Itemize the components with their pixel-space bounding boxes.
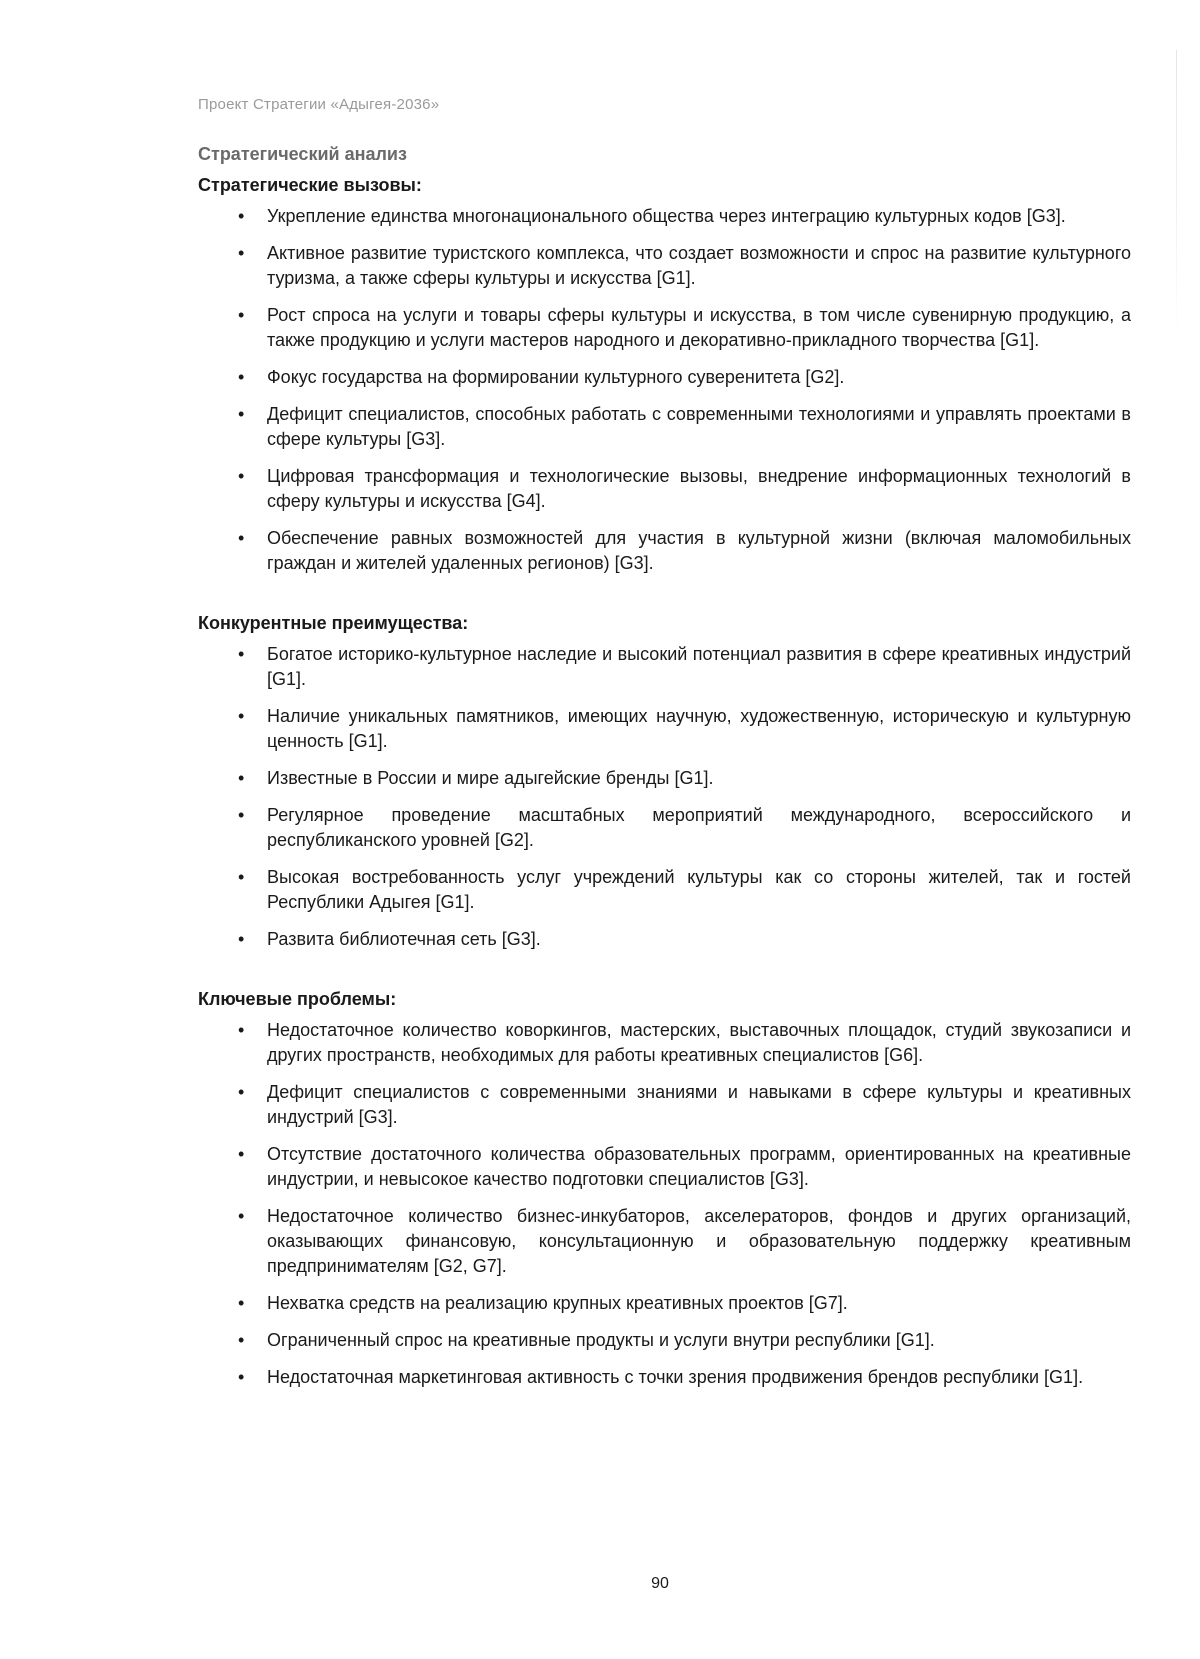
bullet-icon: • — [238, 367, 245, 387]
list-item-text: Дефицит специалистов с современными знаниями и навыками в сфере культуры и креативных индустрий [G3]. — [267, 1082, 1131, 1127]
bullet-icon: • — [238, 1082, 245, 1102]
list-item — [198, 204, 1131, 229]
list-item — [198, 402, 1131, 452]
list-item — [198, 1291, 1131, 1316]
list-item-text: Нехватка средств на реализацию крупных креативных проектов [G7]. — [267, 1293, 848, 1313]
list-item — [198, 1328, 1131, 1353]
list-item-text: Активное развитие туристского комплекса, что создает возможности и спрос на развитие культурного туризма, а также сферы культуры и искусства [G1]. — [267, 243, 1131, 288]
list-item — [198, 1080, 1131, 1130]
bullet-icon: • — [238, 243, 245, 263]
bullet-icon: • — [238, 1330, 245, 1350]
bullet-icon: • — [238, 305, 245, 325]
bullet-icon: • — [238, 404, 245, 424]
running-header: Проект Стратегии «Адыгея-2036» — [198, 96, 440, 113]
bullet-list — [198, 1018, 1131, 1390]
section-title: Конкурентные преимущества: — [198, 613, 469, 633]
bullet-list — [198, 204, 1131, 576]
list-item-text: Рост спроса на услуги и товары сферы культуры и искусства, в том числе сувенирную продукцию, а также продукцию и услуги мастеров народного и декоративно-прикладного творчества [G1]. — [267, 305, 1131, 350]
list-item — [198, 1204, 1131, 1279]
section-title: Стратегические вызовы: — [198, 175, 422, 195]
bullet-icon: • — [238, 1206, 245, 1226]
bullet-icon: • — [238, 528, 245, 548]
list-item — [198, 1142, 1131, 1192]
list-item-text: Фокус государства на формировании культурного суверенитета [G2]. — [267, 367, 845, 387]
list-item-text: Известные в России и мире адыгейские бренды [G1]. — [267, 768, 714, 788]
list-item — [198, 303, 1131, 353]
list-item — [198, 766, 1131, 791]
list-item — [198, 365, 1131, 390]
list-item — [198, 1018, 1131, 1068]
section-title: Ключевые проблемы: — [198, 989, 397, 1009]
page-content — [198, 132, 1131, 1427]
bullet-icon: • — [238, 706, 245, 726]
bullet-icon: • — [238, 644, 245, 664]
list-item — [198, 927, 1131, 952]
list-item-text: Недостаточная маркетинговая активность с точки зрения продвижения брендов республики [G1]. — [267, 1367, 1084, 1387]
scan-edge-line — [1176, 50, 1177, 340]
bullet-icon: • — [238, 1293, 245, 1313]
list-item-text: Цифровая трансформация и технологические вызовы, внедрение информационных технологий в сферу культуры и искусства [G4]. — [267, 466, 1131, 511]
list-item-text: Регулярное проведение масштабных мероприятий международного, всероссийского и республиканского уровней [G2]. — [267, 805, 1131, 850]
list-item-text: Отсутствие достаточного количества образовательных программ, ориентированных на креативные индустрии, и невысокое качество подготовки специалистов [G3]. — [267, 1144, 1131, 1189]
list-item-text: Наличие уникальных памятников, имеющих научную, художественную, историческую и культурную ценность [G1]. — [267, 706, 1131, 751]
bullet-icon: • — [238, 867, 245, 887]
list-item — [198, 241, 1131, 291]
list-item-text: Развита библиотечная сеть [G3]. — [267, 929, 541, 949]
list-item-text: Богатое историко-культурное наследие и высокий потенциал развития в сфере креативных индустрий [G1]. — [267, 644, 1131, 689]
bullet-icon: • — [238, 768, 245, 788]
section-challenges — [198, 175, 1131, 576]
bullet-icon: • — [238, 1367, 245, 1387]
section-problems — [198, 989, 1131, 1390]
list-item-text: Ограниченный спрос на креативные продукты и услуги внутри республики [G1]. — [267, 1330, 935, 1350]
bullet-icon: • — [238, 1144, 245, 1164]
list-item-text: Недостаточное количество коворкингов, мастерских, выставочных площадок, студий звукозаписи и других пространств, необходимых для работы креативных специалистов [G6]. — [267, 1020, 1131, 1065]
list-item-text: Недостаточное количество бизнес-инкубаторов, акселераторов, фондов и других организаций, оказывающих финансовую, консультационную и образовательную поддержку креативным предпринимателям [G2, G7]. — [267, 1206, 1131, 1276]
list-item-text: Укрепление единства многонационального общества через интеграцию культурных кодов [G3]. — [267, 206, 1066, 226]
bullet-icon: • — [238, 1020, 245, 1040]
list-item-text: Дефицит специалистов, способных работать с современными технологиями и управлять проектами в сфере культуры [G3]. — [267, 404, 1131, 449]
list-item — [198, 642, 1131, 692]
list-item — [198, 704, 1131, 754]
list-item — [198, 464, 1131, 514]
list-item-text: Высокая востребованность услуг учреждений культуры как со стороны жителей, так и гостей Республики Адыгея [G1]. — [267, 867, 1131, 912]
page-number: 90 — [651, 1575, 669, 1592]
bullet-list — [198, 642, 1131, 952]
list-item — [198, 803, 1131, 853]
chapter-title: Стратегический анализ — [198, 144, 407, 164]
bullet-icon: • — [238, 466, 245, 486]
list-item-text: Обеспечение равных возможностей для участия в культурной жизни (включая маломобильных граждан и жителей удаленных регионов) [G3]. — [267, 528, 1131, 573]
bullet-icon: • — [238, 805, 245, 825]
list-item — [198, 865, 1131, 915]
list-item — [198, 526, 1131, 576]
bullet-icon: • — [238, 929, 245, 949]
bullet-icon: • — [238, 206, 245, 226]
list-item — [198, 1365, 1131, 1390]
section-advantages — [198, 613, 1131, 952]
